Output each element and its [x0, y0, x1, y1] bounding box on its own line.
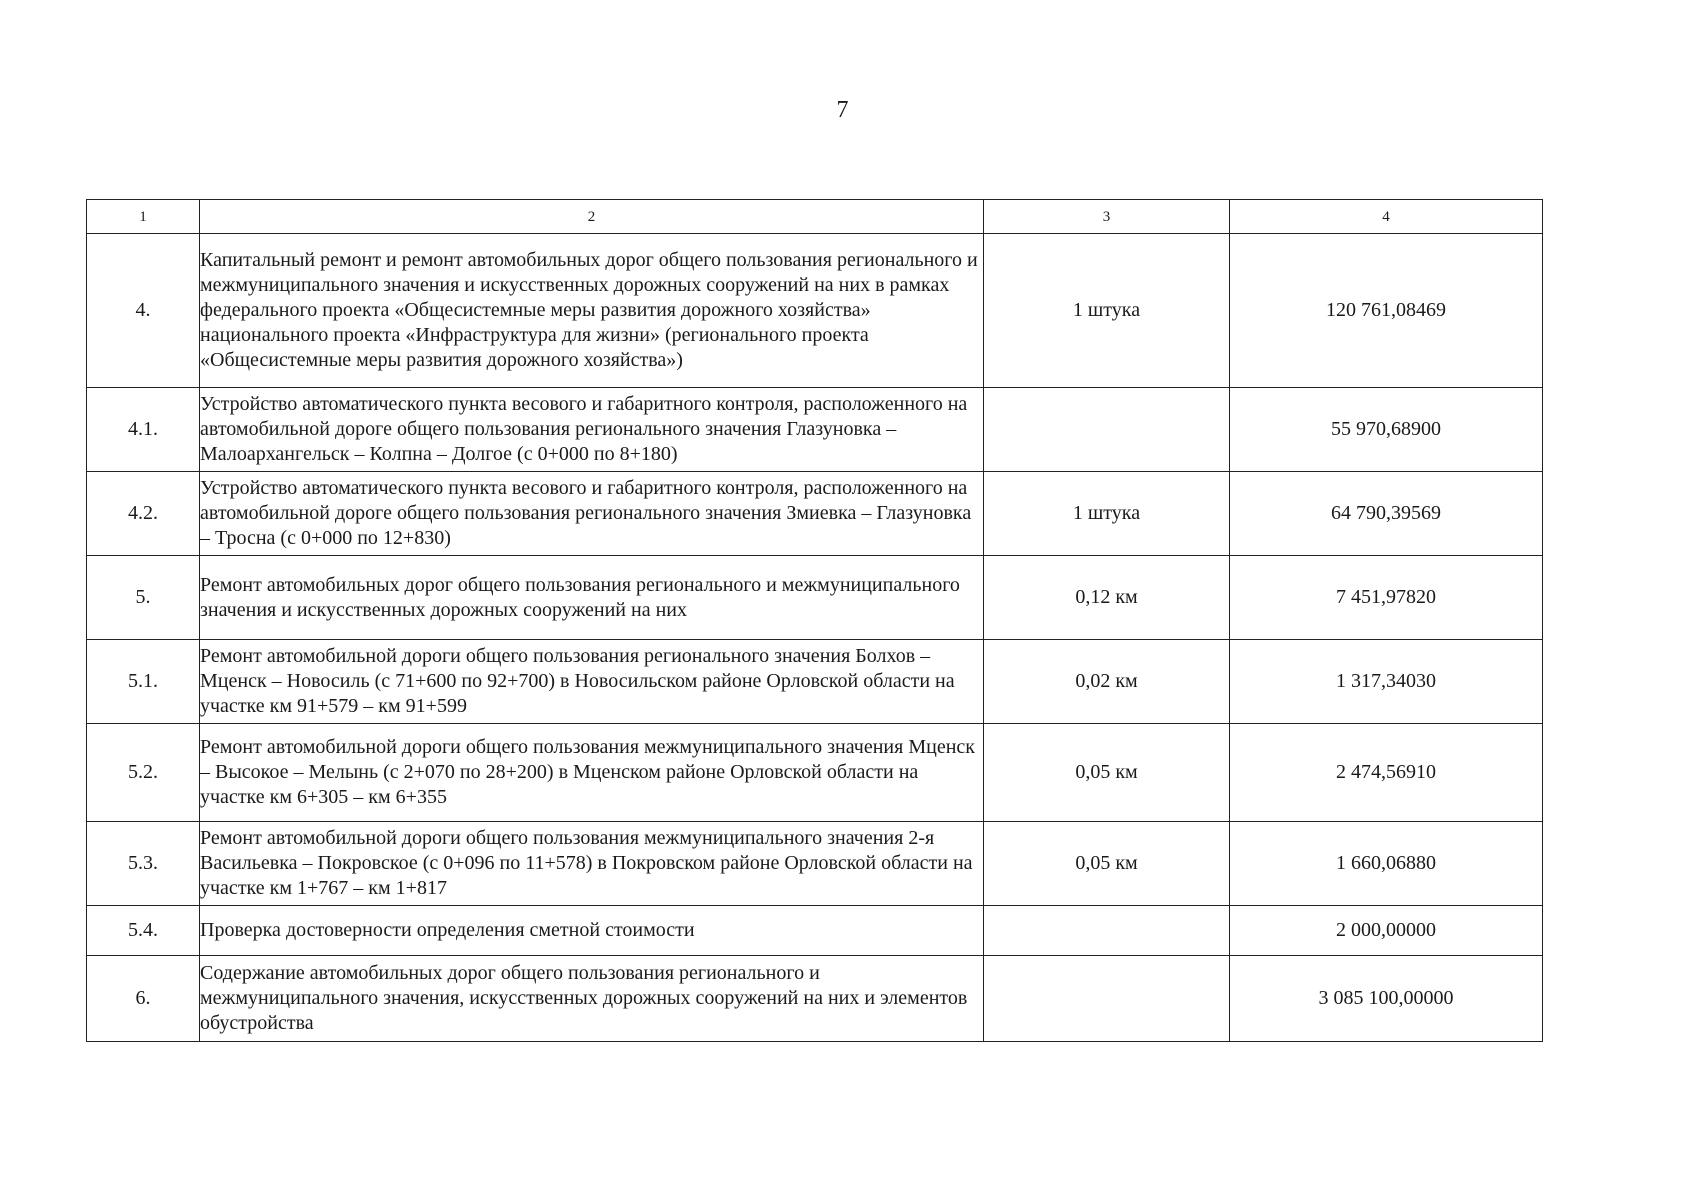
row-number: 5.3. — [87, 822, 200, 906]
row-name: Ремонт автомобильных дорог общего пользования регионального и межмуниципального значения и искусственных дорожных сооружений на них — [200, 556, 984, 640]
table-row — [87, 556, 1543, 640]
row-quantity: 0,05 км — [984, 724, 1230, 822]
row-amount: 3 085 100,00000 — [1230, 956, 1543, 1042]
row-amount: 2 000,00000 — [1230, 906, 1543, 956]
row-number: 6. — [87, 956, 200, 1042]
column-header-3: 3 — [984, 200, 1230, 234]
row-name: Ремонт автомобильной дороги общего пользования межмуниципального значения 2-я Васильевка – Покровское (с 0+096 по 11+578) в Покровском районе Орловской области на участке км 1+767 – км 1+817 — [200, 822, 984, 906]
row-number: 4.1. — [87, 388, 200, 472]
row-quantity — [984, 906, 1230, 956]
row-number: 5.1. — [87, 640, 200, 724]
table-row — [87, 388, 1543, 472]
table-row — [87, 472, 1543, 556]
row-number: 4.2. — [87, 472, 200, 556]
row-name: Устройство автоматического пункта весового и габаритного контроля, расположенного на автомобильной дороге общего пользования регионального значения Змиевка – Глазуновка – Тросна (с 0+000 по 12+830) — [200, 472, 984, 556]
row-quantity: 0,05 км — [984, 822, 1230, 906]
column-header-1: 1 — [87, 200, 200, 234]
row-amount: 64 790,39569 — [1230, 472, 1543, 556]
table-row — [87, 906, 1543, 956]
row-amount: 120 761,08469 — [1230, 234, 1543, 388]
row-quantity: 0,12 км — [984, 556, 1230, 640]
page-number: 7 — [836, 97, 849, 123]
row-amount: 7 451,97820 — [1230, 556, 1543, 640]
column-header-4: 4 — [1230, 200, 1543, 234]
row-name: Устройство автоматического пункта весового и габаритного контроля, расположенного на автомобильной дороге общего пользования регионального значения Глазуновка – Малоархангельск – Колпна – Долгое (с 0+000 по 8+180) — [200, 388, 984, 472]
row-quantity: 1 штука — [984, 234, 1230, 388]
header-row — [87, 200, 1543, 234]
row-number: 5.2. — [87, 724, 200, 822]
data-table — [86, 199, 1543, 1042]
row-amount: 2 474,56910 — [1230, 724, 1543, 822]
row-amount: 55 970,68900 — [1230, 388, 1543, 472]
row-name: Ремонт автомобильной дороги общего пользования регионального значения Болхов – Мценск – Новосиль (с 71+600 по 92+700) в Новосильском районе Орловской области на участке км 91+579 – км 91+599 — [200, 640, 984, 724]
row-name: Ремонт автомобильной дороги общего пользования межмуниципального значения Мценск – Высокое – Мелынь (с 2+070 по 28+200) в Мценском районе Орловской области на участке км 6+305 – км 6+355 — [200, 724, 984, 822]
row-quantity — [984, 388, 1230, 472]
row-amount: 1 317,34030 — [1230, 640, 1543, 724]
table-row — [87, 640, 1543, 724]
row-quantity — [984, 956, 1230, 1042]
row-name: Проверка достоверности определения сметной стоимости — [200, 906, 984, 956]
table-row — [87, 724, 1543, 822]
row-number: 5.4. — [87, 906, 200, 956]
column-header-2: 2 — [200, 200, 984, 234]
row-name: Содержание автомобильных дорог общего пользования регионального и межмуниципального значения, искусственных дорожных сооружений на них и элементов обустройства — [200, 956, 984, 1042]
table-row — [87, 234, 1543, 388]
row-quantity: 0,02 км — [984, 640, 1230, 724]
row-number: 5. — [87, 556, 200, 640]
row-quantity: 1 штука — [984, 472, 1230, 556]
row-number: 4. — [87, 234, 200, 388]
table-row — [87, 822, 1543, 906]
row-name: Капитальный ремонт и ремонт автомобильных дорог общего пользования регионального и межмуниципального значения и искусственных дорожных сооружений на них в рамках федерального проекта «Общесистемные меры развития дорожного хозяйства» национального проекта «Инфраструктура для жизни» (регионального проекта «Общесистемные меры развития дорожного хозяйства») — [200, 234, 984, 388]
row-amount: 1 660,06880 — [1230, 822, 1543, 906]
table-row — [87, 956, 1543, 1042]
